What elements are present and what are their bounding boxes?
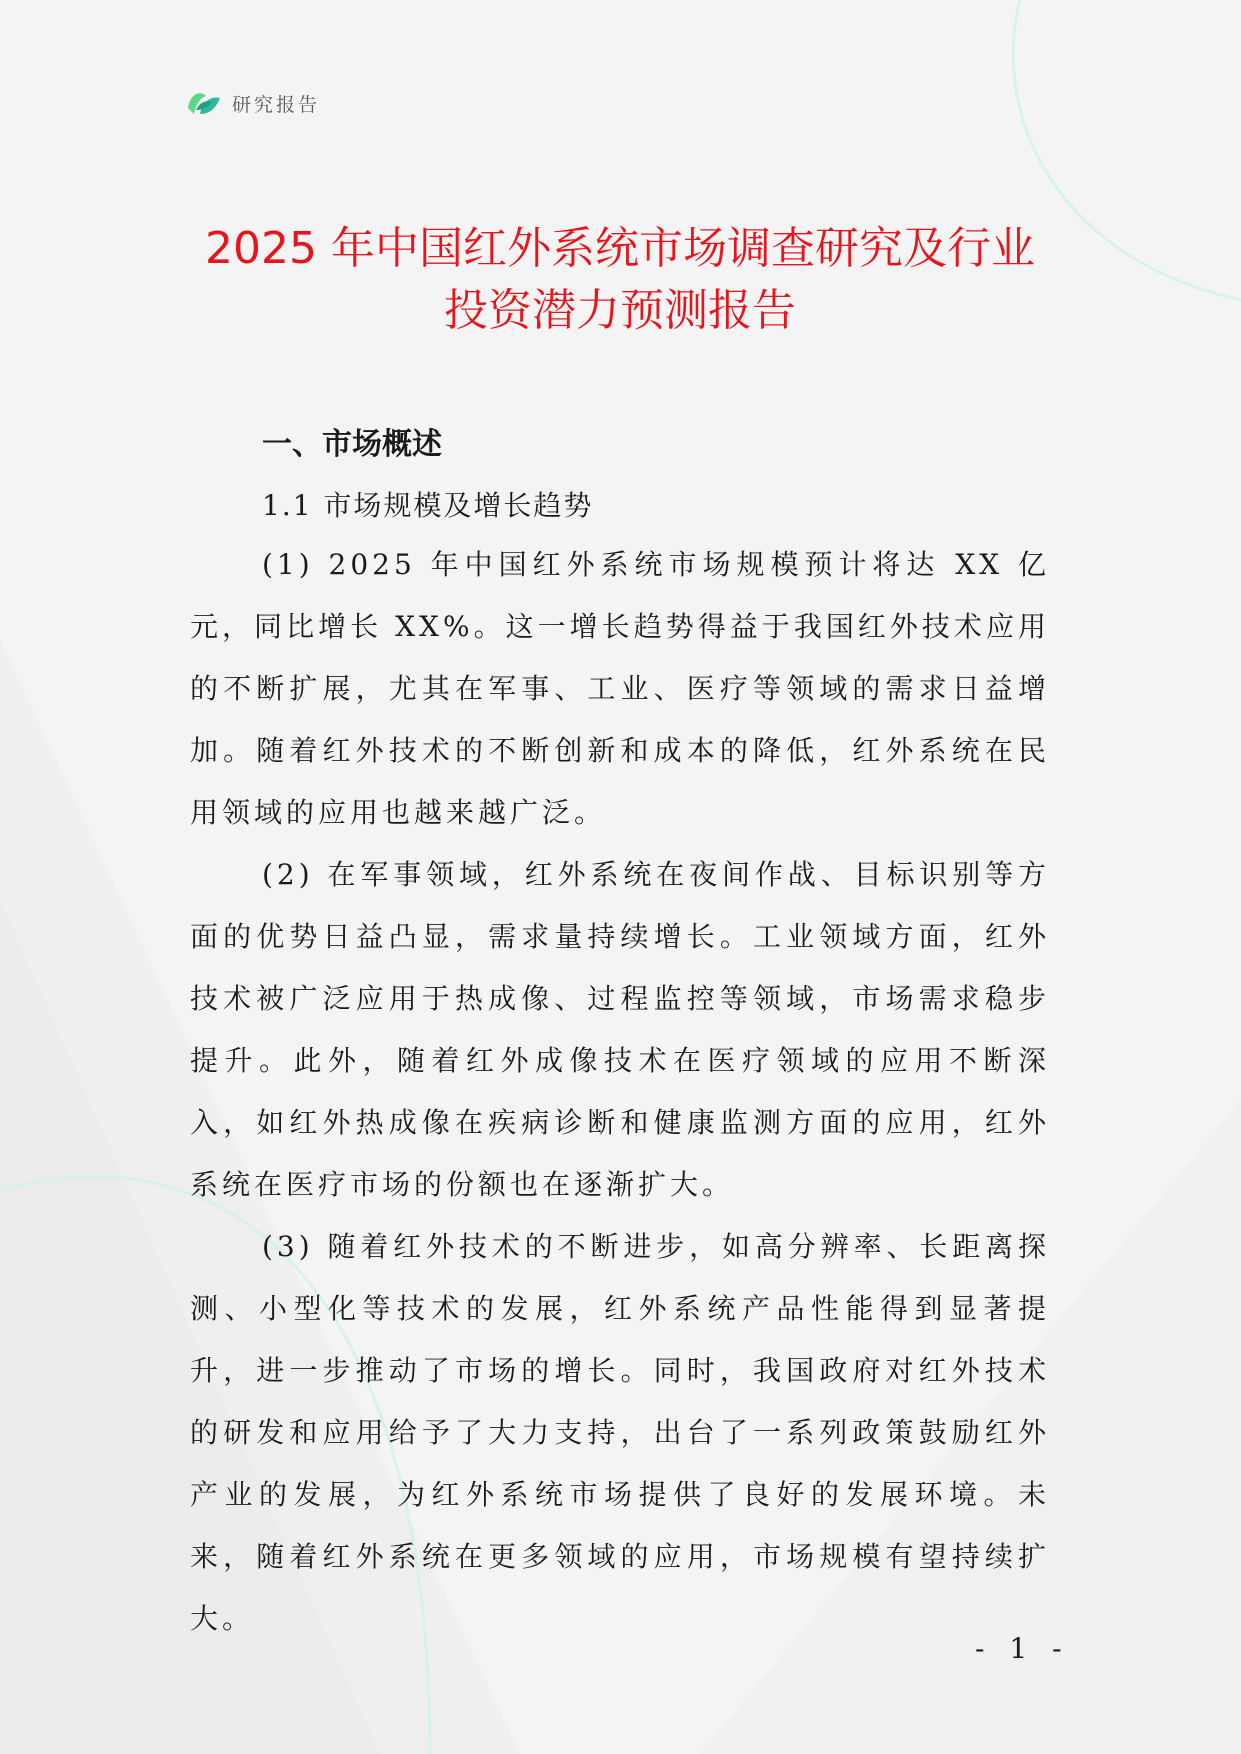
subsection-heading: 1.1 市场规模及增长趋势 [262,489,594,522]
header-label: 研究报告 [232,93,321,116]
page-number: - 1 - [975,1632,1070,1665]
paragraph-1: (1) 2025 年中国红外系统市场规模预计将达 XX 亿元，同比增长 XX%。这一增长趋势得益于我国红外技术应用的不断扩展，尤其在军事、工业、医疗等领域的需求日益增加。随着红外技术的不断创新和成本的降低，红外系统在民用领域的应用也越来越广泛。 [190,548,1050,829]
report-header [186,88,320,118]
paragraph-2: (2) 在军事领域，红外系统在夜间作战、目标识别等方面的优势日益凸显，需求量持续增长。工业领域方面，红外技术被广泛应用于热成像、过程监控等领域，市场需求稳步提升。此外，随着红外成像技术在医疗领域的应用不断深入，如红外热成像在疾病诊断和健康监测方面的应用，红外系统在医疗市场的份额也在逐渐扩大。 [190,858,1050,1201]
section-heading: 一、市场概述 [262,427,442,462]
green-leaf-logo-icon [186,88,222,118]
paragraph-3: (3) 随着红外技术的不断进步，如高分辨率、长距离探测、小型化等技术的发展，红外系统产品性能得到显著提升，进一步推动了市场的增长。同时，我国政府对红外技术的研发和应用给予了大力支持，出台了一系列政策鼓励红外产业的发展，为红外系统市场提供了良好的发展环境。未来，随着红外系统在更多领域的应用，市场规模有望持续扩大。 [190,1230,1050,1635]
report-title-line-1: 2025 年中国红外系统市场调查研究及行业 [205,223,1035,274]
body-text [190,534,1050,1650]
report-title-line-2: 投资潜力预测报告 [444,285,796,336]
report-title [120,218,1120,342]
